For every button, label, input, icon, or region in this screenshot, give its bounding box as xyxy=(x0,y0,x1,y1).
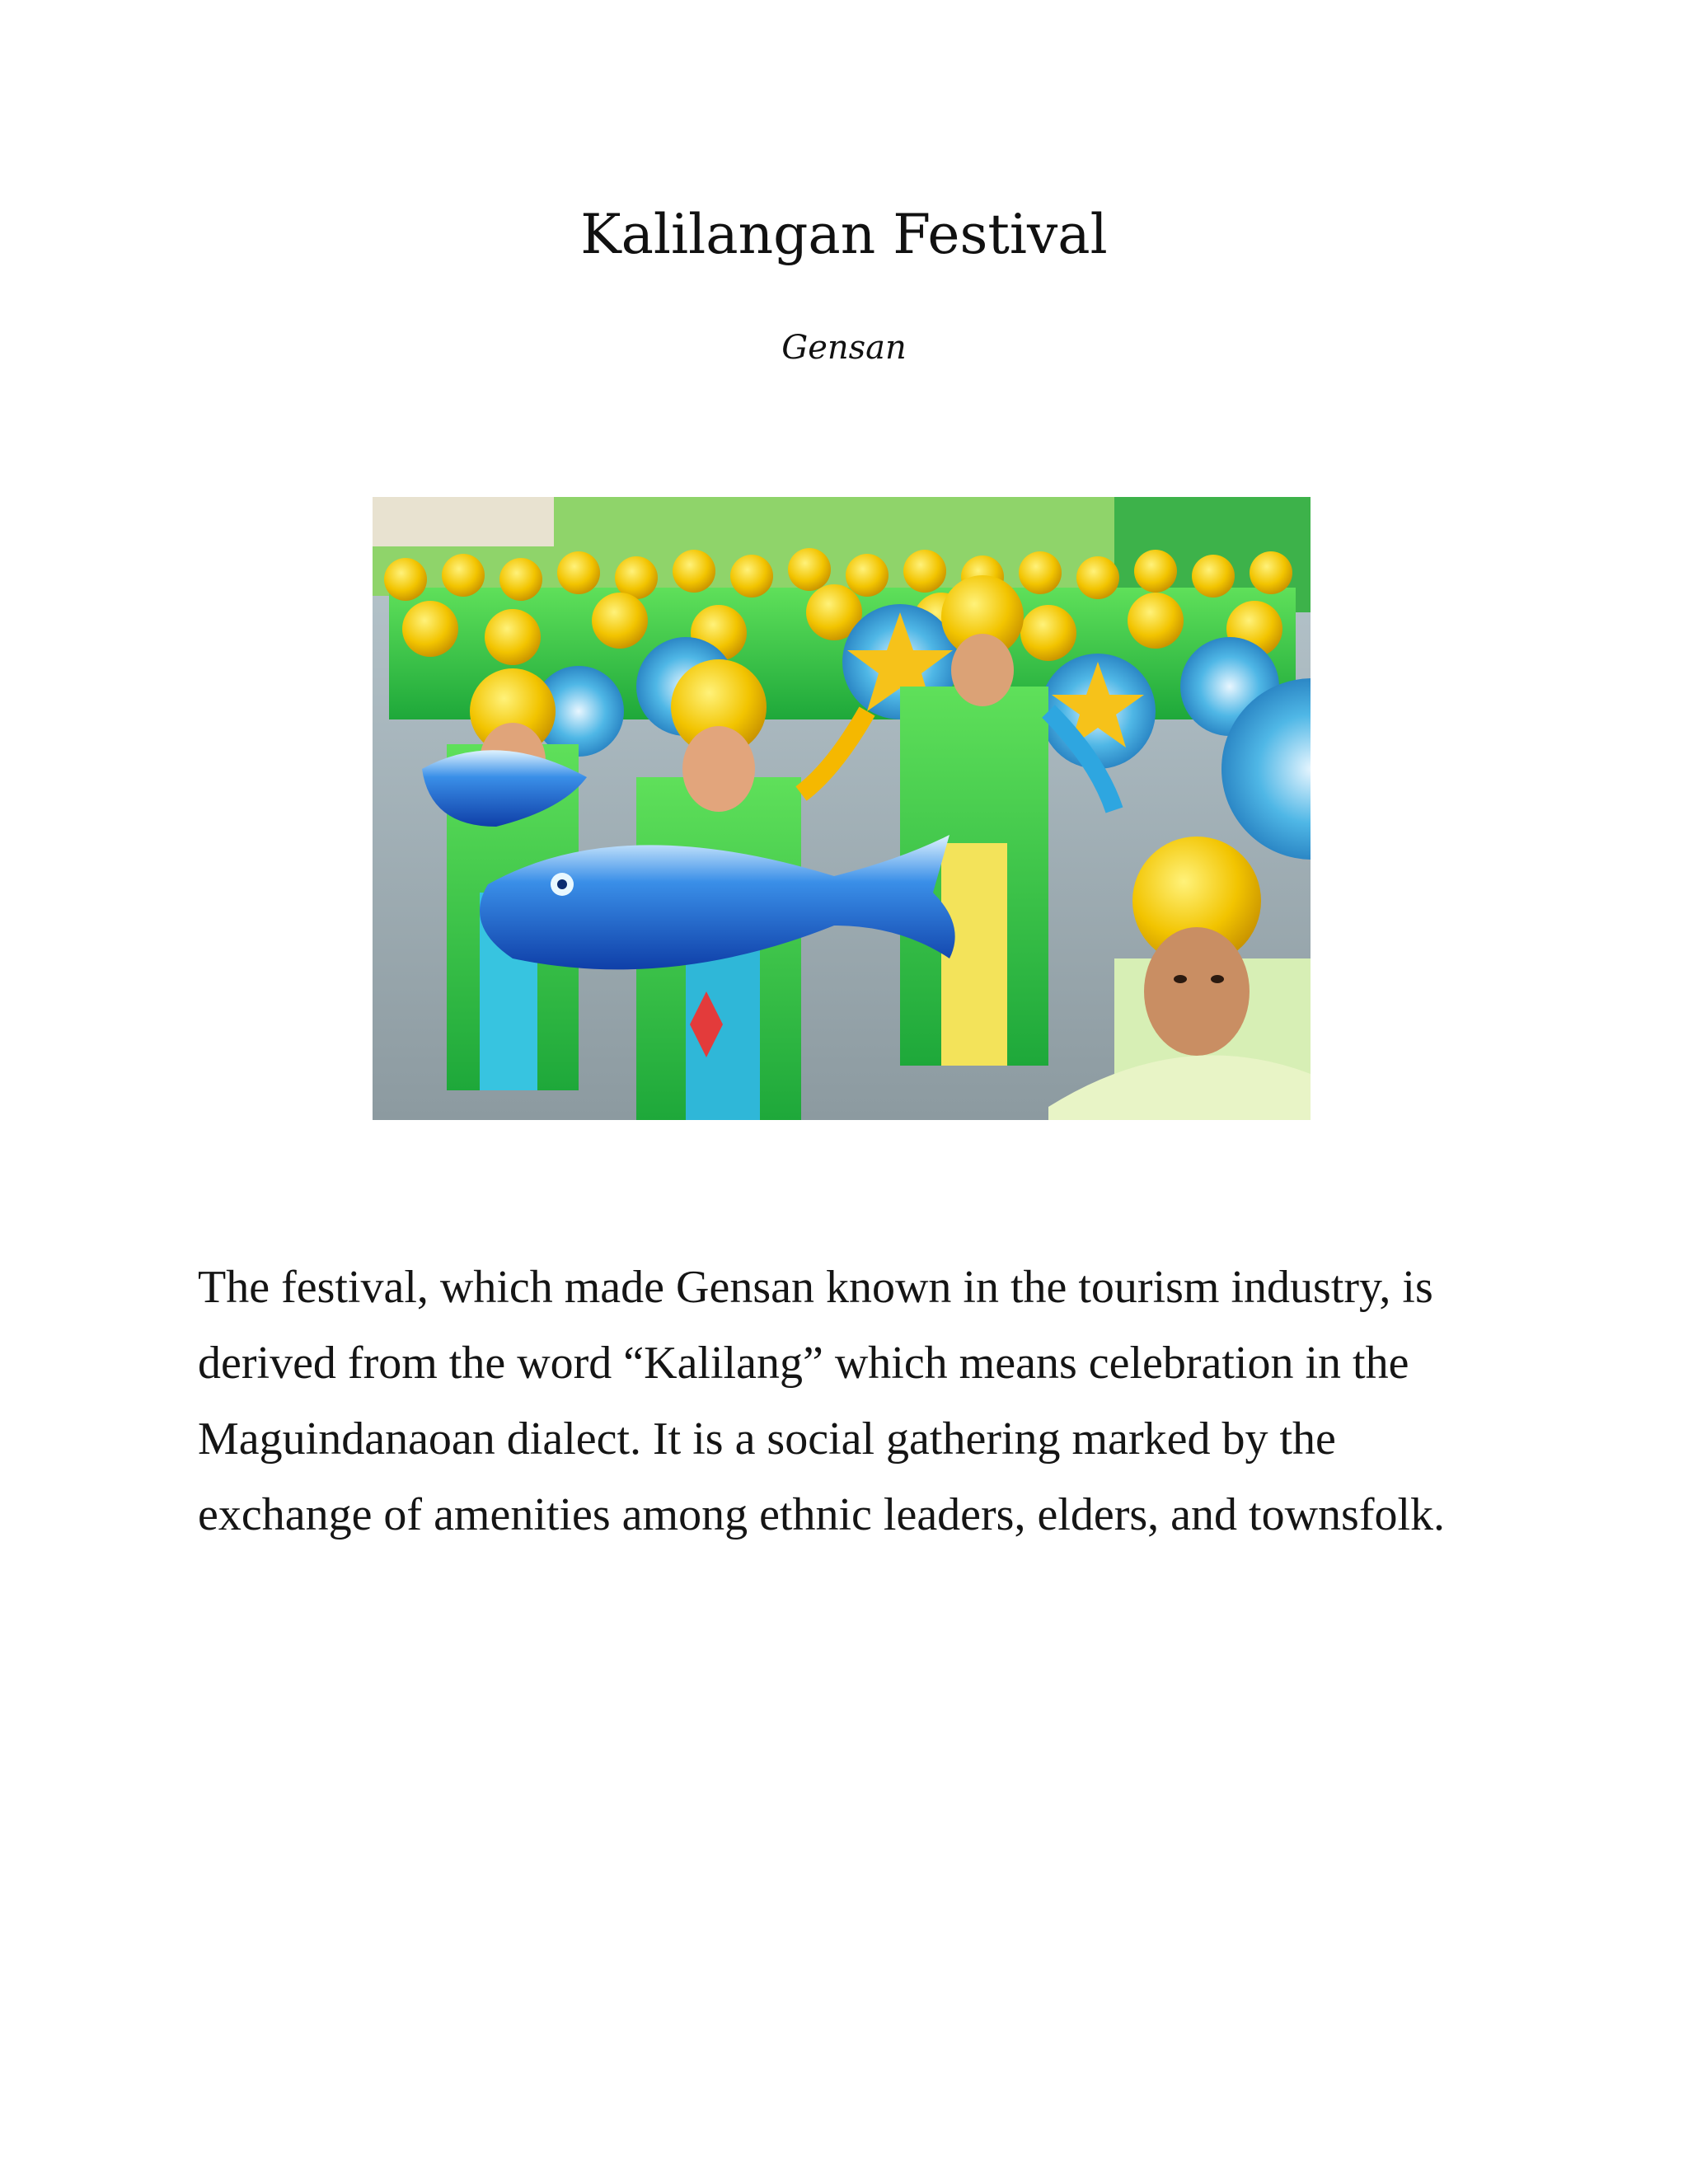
body-paragraph: The festival, which made Gensan known in the tourism industry, is derived from the word “Kalilang” which means celebration in the Maguindanaoan dialect. It is a social gathering marked by the exchange of amenities among ethnic leaders, elders, and townsfolk. xyxy=(198,1262,1446,1540)
page-title: Kalilangan Festival xyxy=(580,203,1108,266)
festival-photo-illustration xyxy=(373,497,1311,1120)
festival-photo xyxy=(373,497,1311,1120)
page-subtitle: Gensan xyxy=(781,329,907,367)
